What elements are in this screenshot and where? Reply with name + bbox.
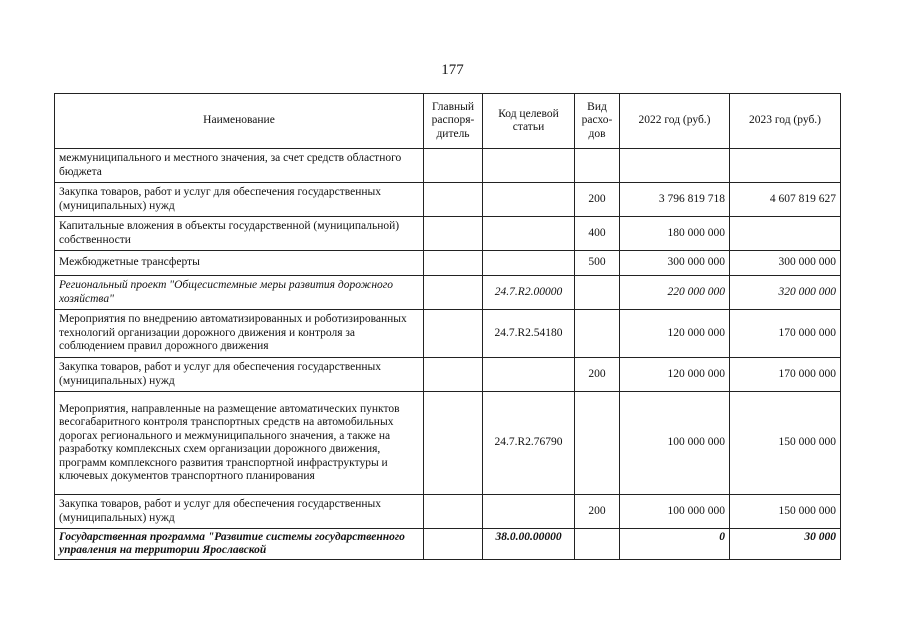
row-code: 24.7.R2.76790 — [483, 392, 575, 495]
row-code — [483, 149, 575, 183]
header-target-code: Код целевой статьи — [483, 94, 575, 149]
row-2023: 4 607 819 627 — [730, 183, 841, 217]
row-manager — [424, 495, 483, 529]
table-row — [55, 149, 841, 183]
row-manager — [424, 276, 483, 310]
row-2023 — [730, 217, 841, 251]
row-name: межмуниципального и местного значения, за счет средств областного бюджета — [55, 149, 424, 183]
row-2023: 320 000 000 — [730, 276, 841, 310]
header-name: Наименование — [55, 94, 424, 149]
row-2023: 150 000 000 — [730, 495, 841, 529]
row-name: Мероприятия по внедрению автоматизированных и роботизированных технологий организации дорожного движения и контроля за соблюдением правил дорожного движения — [55, 310, 424, 358]
table-row — [55, 310, 841, 358]
table-row — [55, 276, 841, 310]
budget-table — [54, 93, 841, 560]
row-code — [483, 217, 575, 251]
row-name: Капитальные вложения в объекты государственной (муниципальной) собственности — [55, 217, 424, 251]
row-manager — [424, 217, 483, 251]
table-row — [55, 529, 841, 560]
row-name: Региональный проект "Общесистемные меры развития дорожного хозяйства" — [55, 276, 424, 310]
table-row — [55, 495, 841, 529]
row-2022 — [620, 149, 730, 183]
row-name: Межбюджетные трансферты — [55, 251, 424, 276]
row-name: Закупка товаров, работ и услуг для обеспечения государственных (муниципальных) нужд — [55, 358, 424, 392]
row-type: 200 — [575, 183, 620, 217]
page-number: 177 — [441, 62, 464, 78]
header-year-2022: 2022 год (руб.) — [620, 94, 730, 149]
row-2023: 150 000 000 — [730, 392, 841, 495]
row-code — [483, 183, 575, 217]
table-row — [55, 392, 841, 495]
row-2023: 170 000 000 — [730, 358, 841, 392]
row-type: 200 — [575, 495, 620, 529]
row-2022: 100 000 000 — [620, 392, 730, 495]
row-type: 200 — [575, 358, 620, 392]
row-type: 500 — [575, 251, 620, 276]
row-2023: 30 000 — [730, 529, 841, 560]
row-type — [575, 310, 620, 358]
row-type — [575, 529, 620, 560]
row-2022: 220 000 000 — [620, 276, 730, 310]
row-name: Государственная программа "Развитие системы государственного управления на территории Ярославской — [55, 529, 424, 560]
row-type — [575, 276, 620, 310]
table-header-row — [55, 94, 841, 149]
row-name: Закупка товаров, работ и услуг для обеспечения государственных (муниципальных) нужд — [55, 183, 424, 217]
row-code: 24.7.R2.00000 — [483, 276, 575, 310]
row-manager — [424, 358, 483, 392]
row-2022: 300 000 000 — [620, 251, 730, 276]
row-type: 400 — [575, 217, 620, 251]
row-2023 — [730, 149, 841, 183]
row-2022: 0 — [620, 529, 730, 560]
row-code — [483, 358, 575, 392]
header-expense-type: Вид расхо- дов — [575, 94, 620, 149]
row-manager — [424, 392, 483, 495]
row-code — [483, 251, 575, 276]
row-type — [575, 392, 620, 495]
row-code: 38.0.00.00000 — [483, 529, 575, 560]
row-name: Закупка товаров, работ и услуг для обеспечения государственных (муниципальных) нужд — [55, 495, 424, 529]
row-2022: 100 000 000 — [620, 495, 730, 529]
row-2022: 180 000 000 — [620, 217, 730, 251]
table-row — [55, 251, 841, 276]
table-row — [55, 217, 841, 251]
header-main-manager: Главный распоря- дитель — [424, 94, 483, 149]
row-code — [483, 495, 575, 529]
row-manager — [424, 251, 483, 276]
row-manager — [424, 149, 483, 183]
row-2022: 3 796 819 718 — [620, 183, 730, 217]
table-row — [55, 183, 841, 217]
row-2023: 300 000 000 — [730, 251, 841, 276]
row-manager — [424, 183, 483, 217]
row-manager — [424, 310, 483, 358]
row-type — [575, 149, 620, 183]
row-name: Мероприятия, направленные на размещение автоматических пунктов весогабаритного контроля транспортных средств на автомобильных дорогах регионального и межмуниципального значения, а также на разработку комплексных схем организации дорожного движения, программ комплексного развития транспортной инфраструктуры и ключевых документов транспортного планирования — [55, 392, 424, 495]
row-2022: 120 000 000 — [620, 358, 730, 392]
row-code: 24.7.R2.54180 — [483, 310, 575, 358]
row-2023: 170 000 000 — [730, 310, 841, 358]
header-year-2023: 2023 год (руб.) — [730, 94, 841, 149]
row-2022: 120 000 000 — [620, 310, 730, 358]
row-manager — [424, 529, 483, 560]
table-row — [55, 358, 841, 392]
